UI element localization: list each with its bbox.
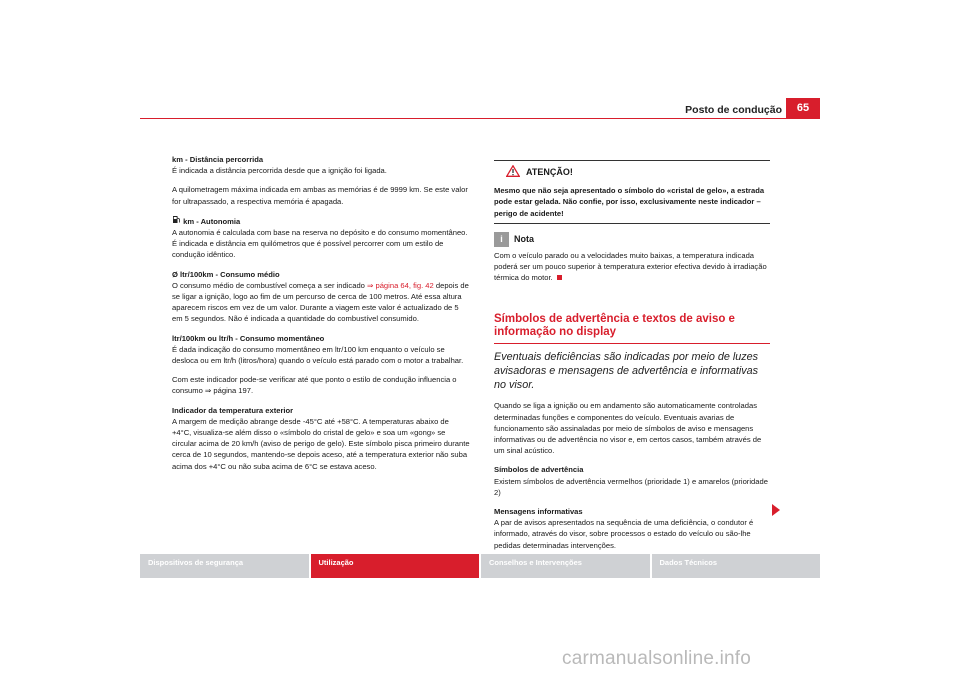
fuel-pump-icon xyxy=(172,217,183,226)
section-intro: Eventuais deficiências são indicadas por meio de luzes avisadoras e mensagens de advertência e informativas no visor. xyxy=(494,351,759,392)
warning-symbols-heading: Símbolos de advertência xyxy=(494,465,584,475)
info-messages-heading: Mensagens informativas xyxy=(494,507,583,517)
page-number: 65 xyxy=(786,98,820,118)
autonomy-heading: km - Autonomia xyxy=(183,216,241,226)
temperature-heading: Indicador da temperatura exterior xyxy=(172,405,294,415)
note-text: Com o veículo parado ou a velocidades muito baixas, a temperatura indicada poderá ser um pouco superior à temperatura exterior efectiva devido à irradiação térmica do motor. xyxy=(494,250,767,283)
watermark: carmanualsonline.info xyxy=(562,648,752,669)
info-note-icon: i xyxy=(494,232,509,247)
momentary-consumption-heading: ltr/100km ou ltr/h - Consumo momentâneo xyxy=(172,333,325,343)
header-rule xyxy=(140,118,820,119)
warning-title: ATENÇÃO! xyxy=(526,167,573,177)
km-paragraph-2: A quilometragem máxima indicada em ambas as memórias é de 9999 km. Se este valor for ultrapassado, a respectiva memória é apagada. xyxy=(172,185,468,206)
temperature-paragraph: A margem de medição abrange desde -45°C até +58°C. A temperaturas abaixo de +4°C, visualiza-se além disso o «símbolo do cristal de gelo» e soa um «gong» se circular acima de 20 km/h (aviso de perigo de gelo). Este símbolo pisca primeiro durante cerca de 10 segundos, mantendo-se depois aceso, até a temperatura exterior não suba acima dos +4°C ou não suba acima de 6°C se estava aceso. xyxy=(172,416,470,471)
tab-technical-data[interactable]: Dados Técnicos xyxy=(652,554,821,578)
momentary-consumption-paragraph-1: É dada indicação do consumo momentâneo em ltr/100 km enquanto o veículo se desloca ou em ltr/h (litros/hora) quando o veículo está parado com o motor a trabalhar. xyxy=(172,344,464,366)
page-header-title: Posto de condução xyxy=(685,104,782,116)
km-heading: km - Distância percorrida xyxy=(172,155,264,164)
note-title: Nota xyxy=(514,233,534,244)
footer-tabs xyxy=(140,554,820,578)
page-reference-link[interactable]: ⇒ página 64, fig. 42 xyxy=(367,280,434,290)
autonomy-paragraph: A autonomia é calculada com base na reserva no depósito e do consumo momentâneo. É indicada e distância em quilómetros que é possível percorrer com um estilo de condução idêntico. xyxy=(172,228,468,260)
tab-safety[interactable]: Dispositivos de segurança xyxy=(140,554,309,578)
section-title: Símbolos de advertência e textos de aviso e informação no display xyxy=(494,313,770,344)
momentary-consumption-paragraph-2: Com este indicador pode-se verificar até que ponto o estilo de condução influencia o consumo ⇒ página 197. xyxy=(172,375,457,396)
continue-arrow-icon[interactable] xyxy=(772,504,780,516)
avg-consumption-heading: Ø ltr/100km - Consumo médio xyxy=(172,269,280,279)
warning-text: Mesmo que não seja apresentado o símbolo do «cristal de gelo», a estrada pode estar gelada. Não confie, por isso, exclusivamente neste indicador – perigo de acidente! xyxy=(494,186,765,218)
warning-box xyxy=(494,160,770,224)
tab-operation[interactable]: Utilização xyxy=(311,554,480,578)
avg-consumption-text-b: depois de se ligar a ignição, logo ao fim de um percurso de cerca de 100 metros. Até essa altura aparecem riscos em vez de um valor. Durante a viagem este valor é actualizado de 5 em 5 segundos. Não é indicada a quantidade do combustível consumido. xyxy=(172,280,469,324)
right-column xyxy=(494,160,770,559)
warning-triangle-icon xyxy=(506,165,520,180)
avg-consumption-text-a: O consumo médio de combustível começa a ser indicado xyxy=(172,280,368,290)
section-paragraph: Quando se liga a ignição ou em andamento são automaticamente controladas determinadas funções e componentes do veículo. Eventuais avarias de funcionamento são assinaladas por meio de símbolos de aviso e mensagens informativas ou de advertência no visor e, em certos casos, também através de um sinal acústico. xyxy=(494,401,762,456)
section-end-marker-icon xyxy=(557,275,562,280)
km-paragraph-1: É indicada a distância percorrida desde que a ignição foi ligada. xyxy=(172,166,387,176)
warning-symbols-paragraph: Existem símbolos de advertência vermelhos (prioridade 1) e amarelos (prioridade 2) xyxy=(494,476,768,497)
info-messages-paragraph: A par de avisos apresentados na sequência de uma deficiência, o condutor é informado, através do visor, sobre processos o estado do veículo ou são-lhe pedidas determinadas intervenções. xyxy=(494,518,754,550)
tab-advice[interactable]: Conselhos e Intervenções xyxy=(481,554,650,578)
left-column xyxy=(172,154,470,480)
